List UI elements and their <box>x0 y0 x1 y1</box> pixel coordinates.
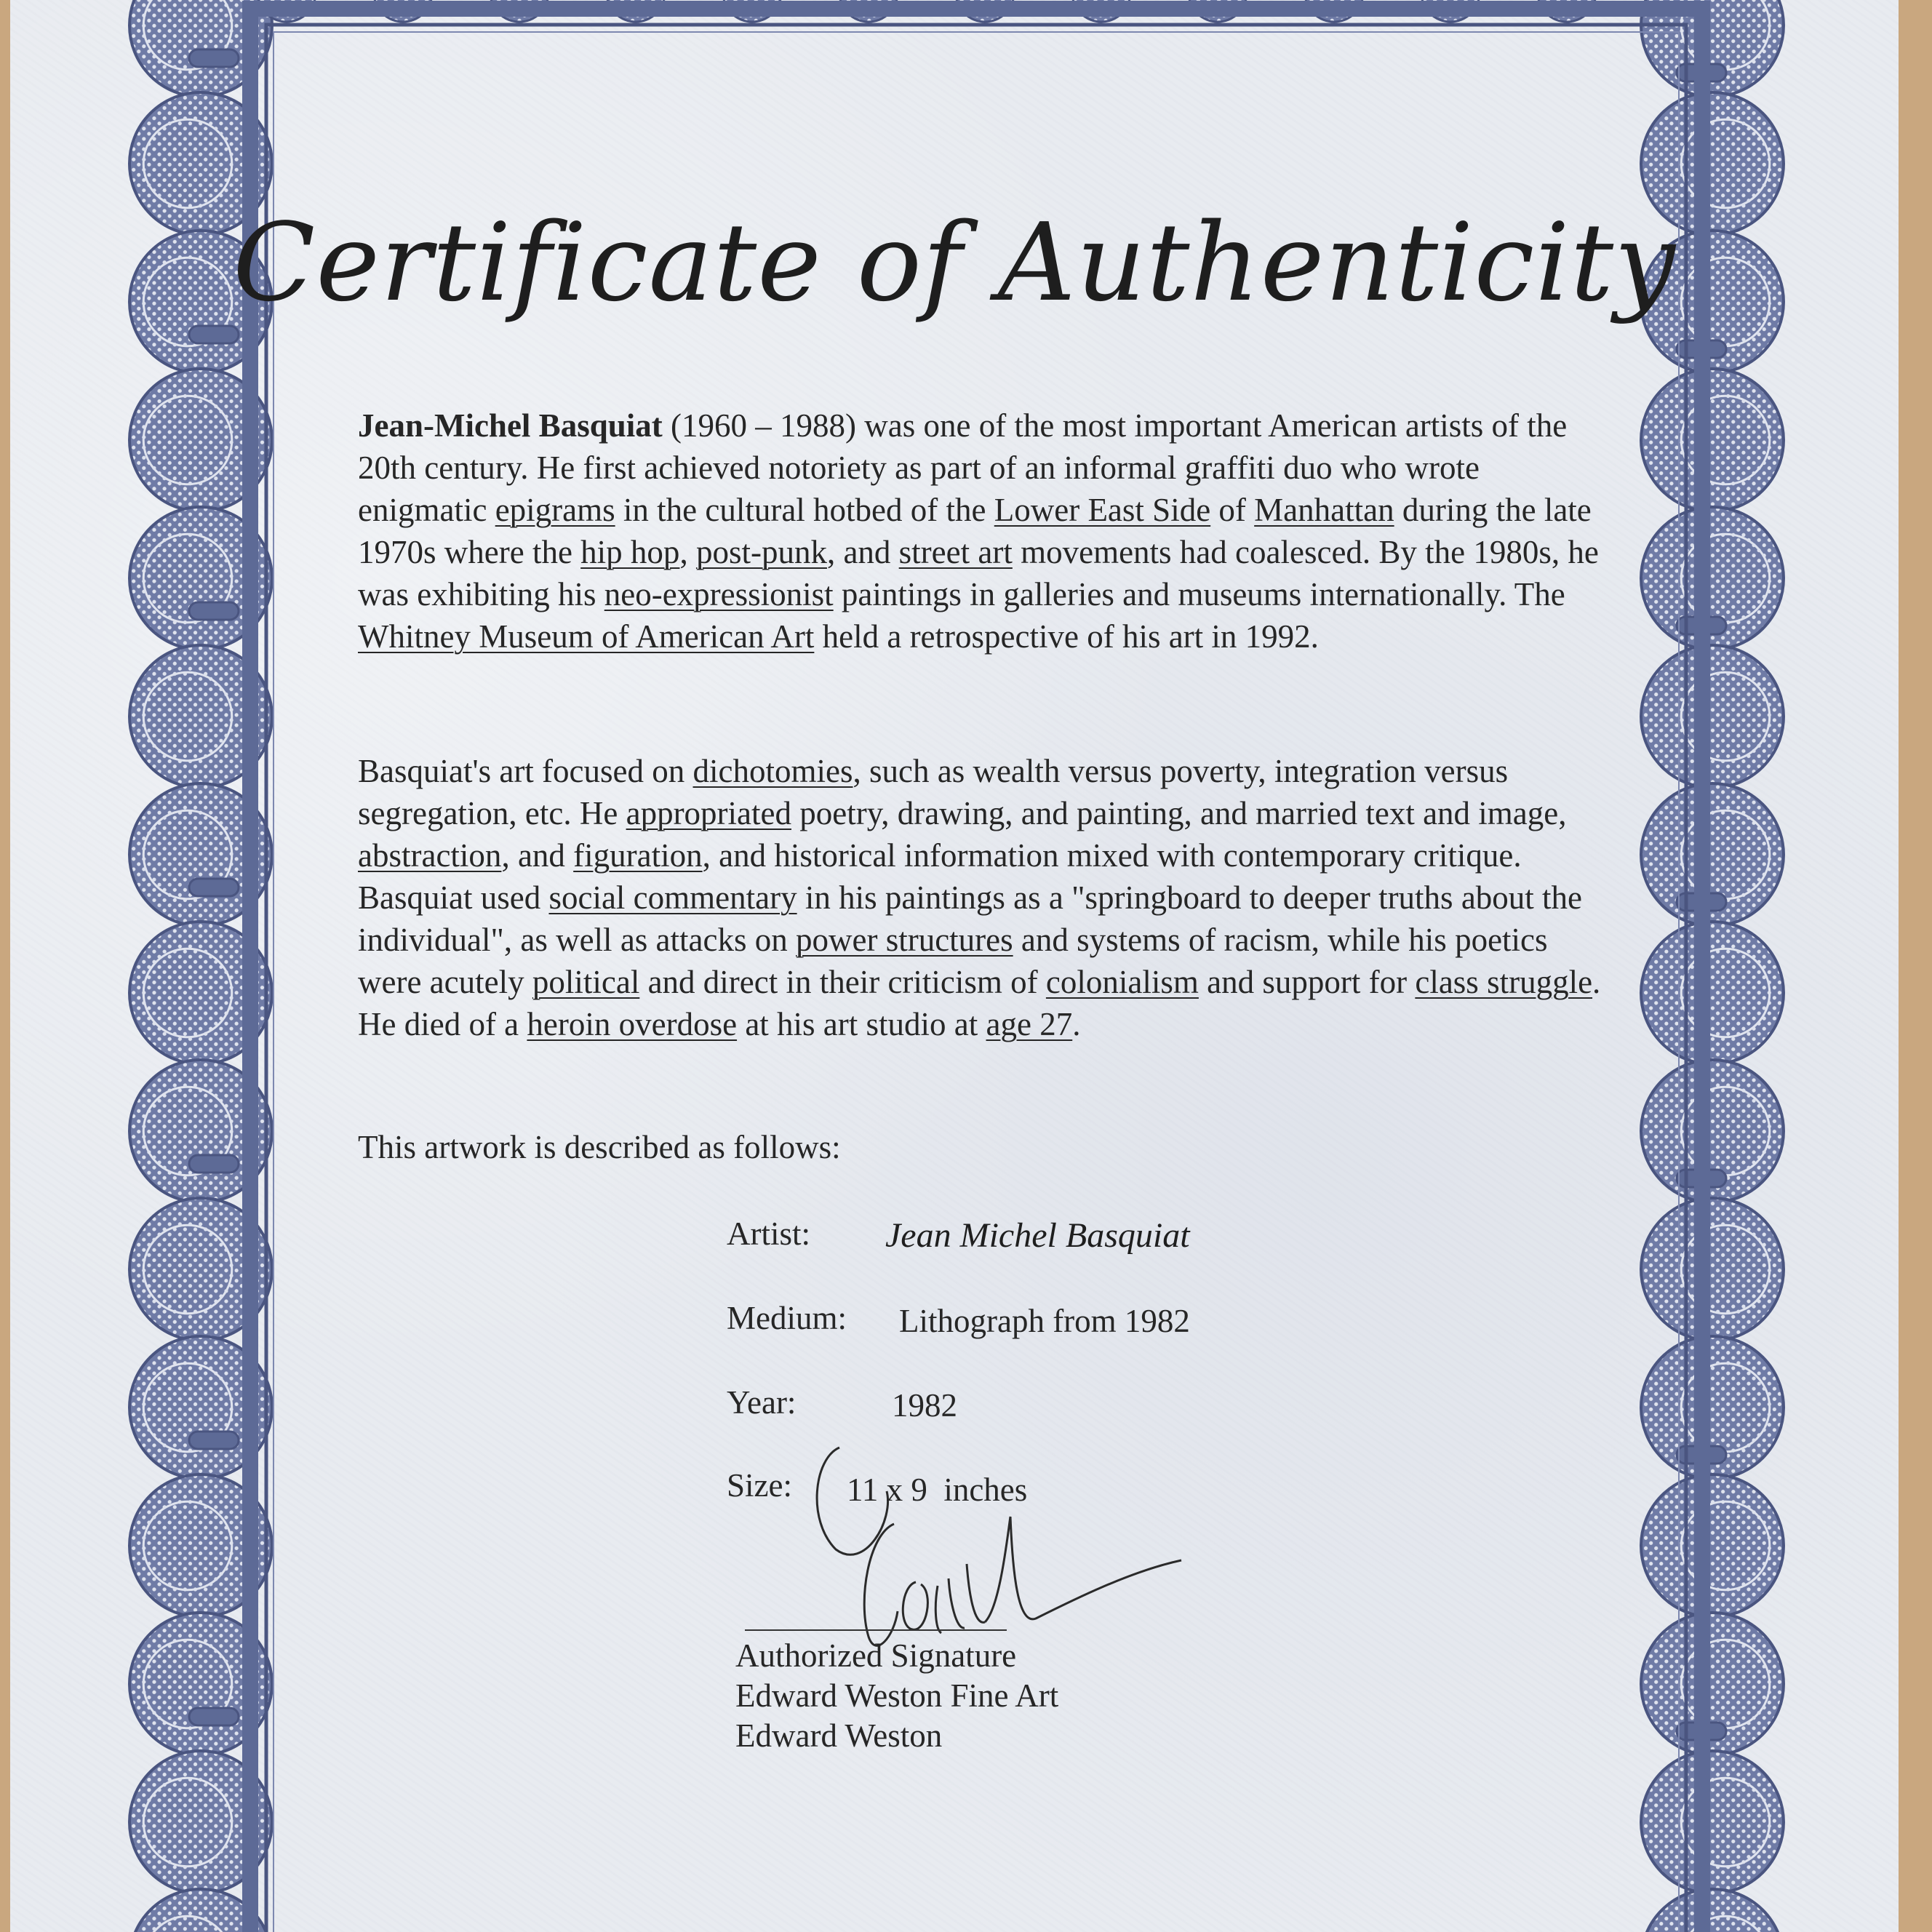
artist-label: Artist: <box>727 1216 811 1252</box>
artist-value: Jean Michel Basquiat <box>885 1216 1190 1255</box>
style-text: at his art studio at <box>737 1006 986 1042</box>
signatory-name: Edward Weston <box>735 1717 943 1754</box>
style-text: and direct in their criticism of <box>639 964 1046 1000</box>
link-hip-hop: hip hop <box>580 534 680 570</box>
certificate-title: Certificate of Authenticity <box>233 200 1676 325</box>
link-power-structures: power structures <box>796 922 1013 958</box>
bio-text: held a retrospective of his art in 1992. <box>814 618 1319 655</box>
bio-text: (1960 – 1988) was one of the most important American artists of the 20th century. He first achieved notoriety as part of an informal graffiti duo who wrote enigmatic <box>358 407 1568 528</box>
size-value: 11 x 9 inches <box>847 1472 1028 1508</box>
artist-style-paragraph <box>358 750 1609 1045</box>
link-social-commentary: social commentary <box>548 879 797 916</box>
medium-value: Lithograph from 1982 <box>899 1303 1190 1339</box>
link-figuration: figuration <box>573 837 703 874</box>
style-text: . <box>1072 1006 1081 1042</box>
link-abstraction: abstraction <box>358 837 502 874</box>
style-text: , such as wealth versus poverty, integration versus segregation, etc. He <box>358 753 1509 831</box>
signature-line <box>745 1629 1007 1631</box>
bio-text: in the cultural hotbed of the <box>615 492 994 528</box>
style-text: , and <box>501 837 574 874</box>
artist-name-bold: Jean-Michel Basquiat <box>358 407 663 444</box>
style-text: and systems of racism, while his poetics were acutely <box>358 922 1548 1000</box>
link-political: political <box>532 964 640 1000</box>
link-age-27: age 27 <box>986 1006 1073 1042</box>
link-neo-expressionist: neo-expressionist <box>604 576 834 612</box>
link-lower-east-side: Lower East Side <box>994 492 1211 528</box>
link-whitney-museum: Whitney Museum of American Art <box>358 618 815 655</box>
style-text: Basquiat's art focused on <box>358 753 693 789</box>
bio-text: of <box>1210 492 1255 528</box>
artist-biography-paragraph <box>358 404 1609 658</box>
link-post-punk: post-punk <box>695 534 827 570</box>
authorized-signature-label: Authorized Signature <box>735 1637 1017 1674</box>
link-manhattan: Manhattan <box>1254 492 1394 528</box>
certificate-page <box>10 0 1899 1932</box>
link-epigrams: epigrams <box>495 492 615 528</box>
size-label: Size: <box>727 1467 792 1504</box>
medium-label: Medium: <box>727 1300 847 1336</box>
bio-text: , and <box>826 534 899 570</box>
link-class-struggle: class struggle <box>1415 964 1593 1000</box>
link-appropriated: appropriated <box>626 795 791 831</box>
year-value: 1982 <box>892 1387 957 1424</box>
link-colonialism: colonialism <box>1045 964 1199 1000</box>
link-dichotomies: dichotomies <box>692 753 853 789</box>
bio-text: paintings in galleries and museums internationally. The <box>833 576 1565 612</box>
link-heroin-overdose: heroin overdose <box>527 1006 738 1042</box>
bio-text: , <box>679 534 696 570</box>
style-text: poetry, drawing, and painting, and married text and image, <box>791 795 1567 831</box>
gallery-name: Edward Weston Fine Art <box>735 1677 1059 1714</box>
artwork-intro: This artwork is described as follows: <box>358 1129 841 1165</box>
style-text: , and historical information mixed with contemporary critique. Basquiat used <box>358 837 1522 916</box>
bio-text: during the late 1970s where the <box>358 492 1592 570</box>
bio-text: movements had coalesced. By the 1980s, he was exhibiting his <box>358 534 1599 612</box>
link-street-art: street art <box>898 534 1013 570</box>
style-text: . He died of a <box>358 964 1601 1042</box>
style-text: in his paintings as a "springboard to deeper truths about the individual", as well as attacks on <box>358 879 1583 958</box>
style-text: and support for <box>1198 964 1416 1000</box>
year-label: Year: <box>727 1384 797 1421</box>
